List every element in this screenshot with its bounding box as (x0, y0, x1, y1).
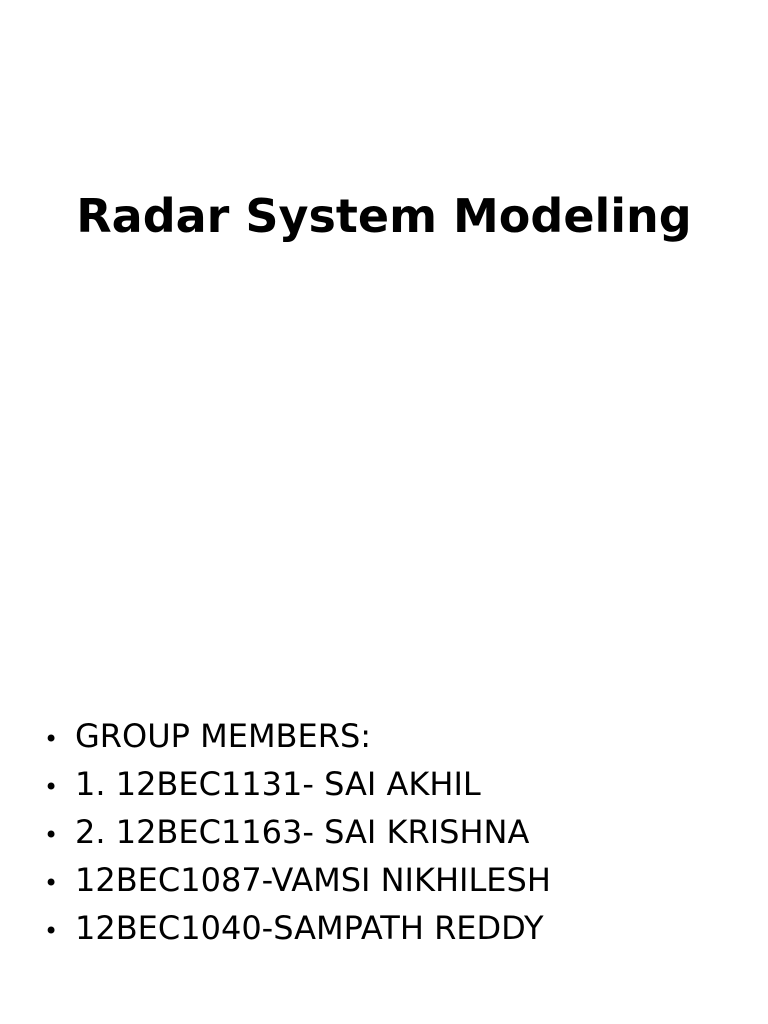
bullet-item-member-1 (44, 760, 551, 808)
bullet-list (44, 712, 551, 952)
bullet-text: 12BEC1040-SAMPATH REDDY (75, 909, 544, 947)
bullet-text: GROUP MEMBERS: (75, 717, 372, 755)
bullet-item-member-2 (44, 808, 551, 856)
slide-title: Radar System Modeling (76, 189, 692, 243)
bullet-item-member-4 (44, 904, 551, 952)
bullet-icon: • (44, 725, 59, 753)
bullet-icon: • (44, 869, 59, 897)
bullet-text: 1. 12BEC1131- SAI AKHIL (75, 765, 481, 803)
bullet-icon: • (44, 773, 59, 801)
bullet-text: 2. 12BEC1163- SAI KRISHNA (75, 813, 530, 851)
bullet-icon: • (44, 917, 59, 945)
bullet-item-member-3 (44, 856, 551, 904)
bullet-icon: • (44, 821, 59, 849)
bullet-text: 12BEC1087-VAMSI NIKHILESH (75, 861, 551, 899)
bullet-item-group-members (44, 712, 551, 760)
